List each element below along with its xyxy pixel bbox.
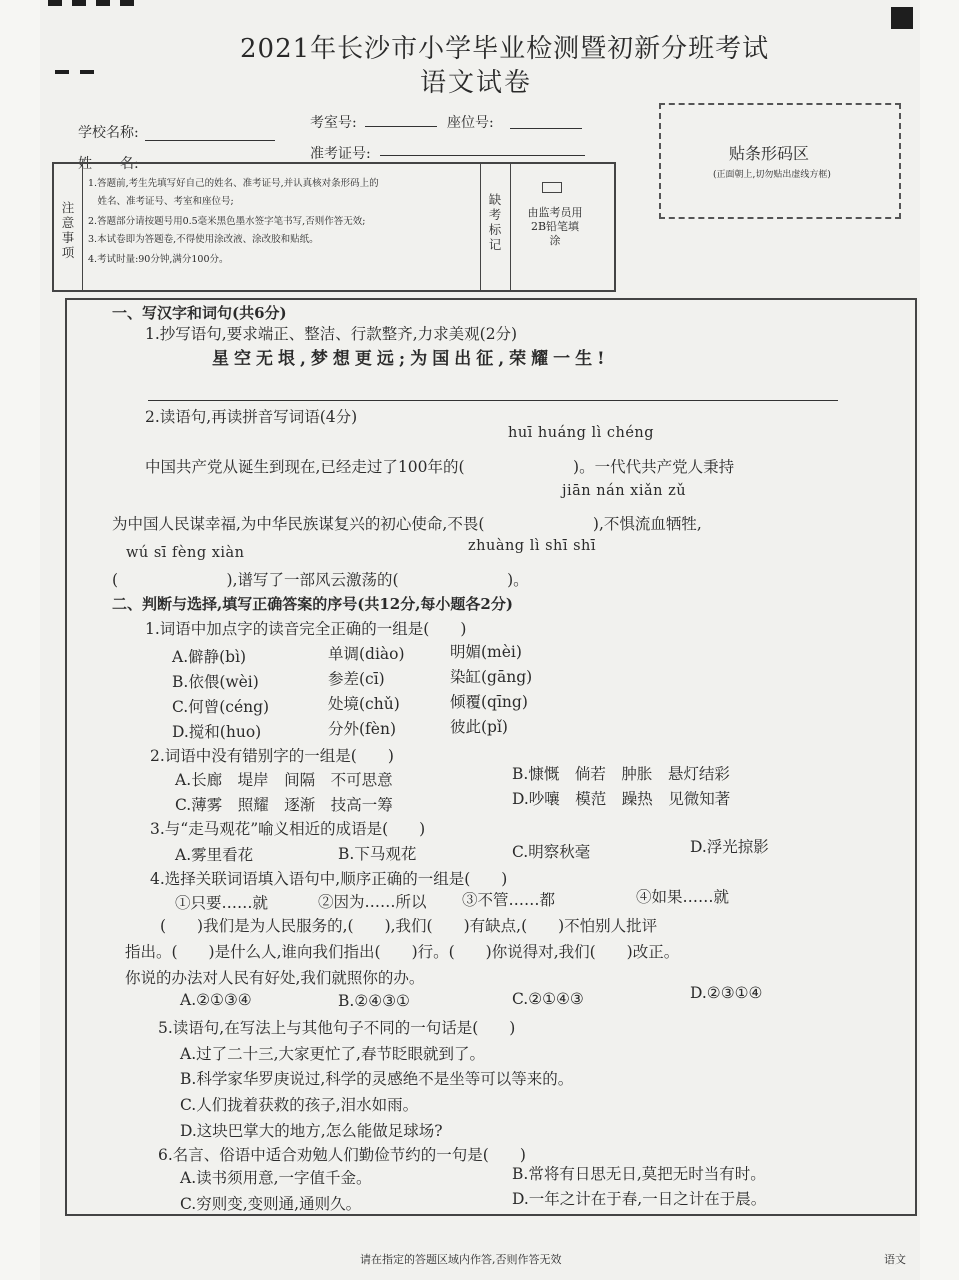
absent-label-cell	[480, 164, 511, 290]
s2-q6-option: C.穷则变,变则通,通则久。	[180, 1195, 362, 1213]
section1-heading: 一、写汉字和词句(共6分)	[112, 304, 287, 322]
s2-q3-option: D.浮光掠影	[690, 838, 769, 856]
s2-q1-option: A.僻静(bì)	[172, 648, 247, 666]
registration-mark	[891, 7, 913, 29]
s2-q4-text: 你说的办法对人民有好处,我们就照你的办。	[125, 969, 425, 987]
pinyin-3: wú sī fèng xiàn	[126, 545, 245, 561]
room-label: 考室号:	[310, 115, 357, 131]
s2-q4-option: C.②①④③	[512, 990, 584, 1008]
s2-q4-text: 指出。( )是什么人,谁向我们指出( )行。( )你说得对,我们( )改正。	[125, 943, 680, 961]
s2-q1-option: 倾覆(qīng)	[450, 693, 528, 711]
school-label: 学校名称:	[78, 125, 139, 141]
s2-q1: 1.词语中加点字的读音完全正确的一组是( )	[145, 620, 467, 638]
s2-q4-choice: ③不管……都	[462, 891, 556, 909]
s2-q3-option: A.雾里看花	[175, 846, 254, 864]
s1-q1: 1.抄写语句,要求端正、整洁、行款整齐,力求美观(2分)	[145, 325, 518, 343]
seat-field[interactable]	[510, 110, 582, 129]
s2-q4-text: ( )我们是为人民服务的,( ),我们( )有缺点,( )不怕别人批评	[160, 917, 658, 935]
notice-label: 注意事项	[61, 200, 75, 260]
notice-item: 2.答题部分请按题号用0.5毫米黑色墨水签字笔书写,否则作答无效;	[88, 216, 366, 227]
registration-mark	[80, 70, 94, 74]
s2-q4: 4.选择关联词语填入语句中,顺序正确的一组是( )	[150, 870, 508, 888]
registration-mark	[48, 0, 62, 6]
s2-q1-option: 染缸(gāng)	[450, 668, 533, 686]
s2-q1-option: B.依偎(wèi)	[172, 673, 259, 691]
s2-q2-option: C.薄雾 照耀 逐渐 技高一筹	[175, 796, 393, 814]
notice-table	[52, 162, 616, 292]
absent-checkbox[interactable]	[542, 182, 562, 193]
notice-item: 4.考试时量:90分钟,满分100分。	[88, 254, 229, 265]
s2-q4-option: B.②④③①	[338, 992, 410, 1010]
pinyin-2: jiān nán xiǎn zǔ	[562, 483, 687, 499]
s2-q4-choice: ①只要……就	[175, 894, 269, 912]
s2-q4-option: A.②①③④	[180, 991, 252, 1009]
notice-item: 姓名、准考证号、考室和座位号;	[88, 196, 234, 207]
s2-q5: 5.读语句,在写法上与其他句子不同的一句话是( )	[158, 1019, 516, 1037]
s2-q2-option: B.慷慨 倘若 肿胀 悬灯结彩	[512, 765, 730, 783]
s2-q1-option: 单调(diào)	[328, 645, 405, 663]
school-field[interactable]	[145, 122, 275, 141]
s2-q1-option: 参差(cī)	[328, 670, 385, 688]
registration-mark	[72, 0, 86, 6]
s2-q4-option: D.②③①④	[690, 984, 763, 1002]
s2-q4-choice: ②因为……所以	[318, 893, 427, 911]
s1-line-3: ( ),谱写了一部风云激荡的( )。	[112, 571, 529, 589]
s2-q1-option: D.搅和(huo)	[172, 723, 262, 741]
exam-subtitle: 语文试卷	[420, 68, 533, 98]
s2-q1-option: 分外(fèn)	[328, 720, 396, 738]
ticket-label: 准考证号:	[310, 146, 371, 162]
notice-item: 3.本试卷即为答题卷,不得使用涂改液、涂改胶和贴纸。	[88, 234, 319, 245]
s1-line-2: 为中国人民谋幸福,为中华民族谋复兴的初心使命,不畏( ),不惧流血牺牲,	[112, 515, 702, 533]
s2-q1-option: 处境(chǔ)	[328, 695, 400, 713]
name-field[interactable]	[145, 144, 275, 163]
barcode-title: 贴条形码区	[729, 144, 810, 163]
notice-text-cell	[82, 164, 481, 290]
s2-q2: 2.词语中没有错别字的一组是( )	[150, 747, 394, 765]
s1-q1-answer-line[interactable]	[148, 376, 838, 401]
s2-q5-option: B.科学家华罗庚说过,科学的灵感绝不是坐等可以等来的。	[180, 1070, 574, 1088]
s1-q1-sentence: 星空无垠,梦想更远;为国出征,荣耀一生!	[212, 349, 610, 369]
registration-mark	[96, 0, 110, 6]
section2-heading: 二、判断与选择,填写正确答案的序号(共12分,每小题各2分)	[112, 595, 513, 613]
room-field[interactable]	[365, 108, 437, 127]
s2-q1-option: C.何曾(céng)	[172, 698, 270, 716]
absent-label: 缺考标记	[488, 192, 502, 252]
notice-label-cell	[54, 164, 83, 290]
s2-q5-option: D.这块巴掌大的地方,怎么能做足球场?	[180, 1122, 443, 1140]
s2-q5-option: A.过了二十三,大家更忙了,春节眨眼就到了。	[180, 1045, 485, 1063]
notice-item: 1.答题前,考生先填写好自己的姓名、准考证号,并认真核对条形码上的	[88, 178, 379, 189]
pinyin-1: huī huáng lì chéng	[508, 425, 655, 441]
absent-note: 由监考员用2B铅笔填涂	[527, 206, 583, 247]
barcode-note: (正面朝上,切勿贴出虚线方框)	[713, 170, 831, 180]
s2-q3-option: C.明察秋毫	[512, 843, 591, 861]
footer-subject: 语文	[884, 1253, 906, 1266]
barcode-area[interactable]	[659, 103, 901, 219]
s2-q3-option: B.下马观花	[338, 845, 417, 863]
s2-q4-choice: ④如果……就	[636, 888, 730, 906]
s2-q5-option: C.人们拢着获救的孩子,泪水如雨。	[180, 1096, 419, 1114]
footer-note: 请在指定的答题区域内作答,否则作答无效	[360, 1253, 562, 1266]
s2-q3: 3.与“走马观花”喻义相近的成语是( )	[150, 820, 426, 838]
s2-q6-option: B.常将有日思无日,莫把无时当有时。	[512, 1165, 766, 1183]
registration-mark	[120, 0, 134, 6]
s2-q2-option: A.长廊 堤岸 间隔 不可思意	[175, 771, 393, 789]
name-label: 姓 名:	[78, 156, 139, 172]
s1-q2: 2.读语句,再读拼音写词语(4分)	[145, 408, 358, 426]
exam-title: 2021年长沙市小学毕业检测暨初新分班考试	[240, 34, 770, 64]
s2-q6: 6.名言、俗语中适合劝勉人们勤俭节约的一句是( )	[158, 1146, 526, 1164]
s2-q1-option: 明媚(mèi)	[450, 643, 522, 661]
registration-mark	[55, 70, 69, 74]
s2-q6-option: D.一年之计在于春,一日之计在于晨。	[512, 1190, 767, 1208]
ticket-field[interactable]	[380, 137, 585, 156]
s2-q6-option: A.读书须用意,一字值千金。	[180, 1169, 372, 1187]
s2-q1-option: 彼此(pǐ)	[450, 718, 508, 736]
s1-line-1: 中国共产党从诞生到现在,已经走过了100年的( )。一代代共产党人秉持	[145, 458, 735, 476]
seat-label: 座位号:	[447, 115, 494, 131]
pinyin-4: zhuàng lì shī shī	[468, 538, 597, 554]
s2-q2-option: D.吵嚷 模范 躁热 见微知著	[512, 790, 731, 808]
